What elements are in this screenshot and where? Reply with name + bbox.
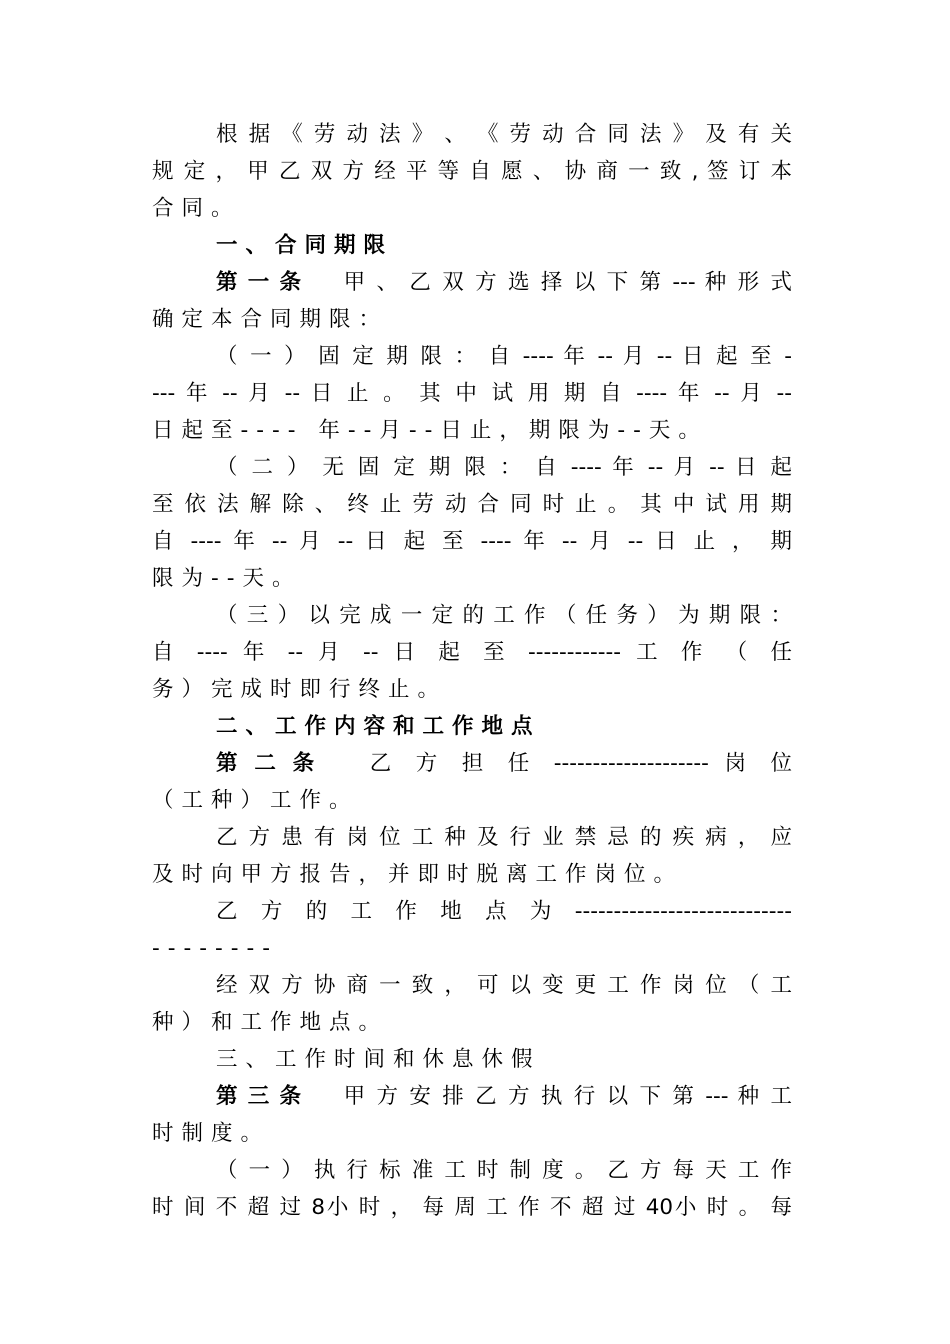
text-line (152, 560, 792, 597)
line-text: 一、合同期限 (216, 233, 394, 258)
text-line (152, 523, 792, 560)
text-line (152, 819, 792, 856)
line-text: 日起至---- 年--月--日止，期限为--天。 (152, 418, 708, 443)
text-line (152, 375, 792, 412)
line-text: --- 年 -- 月 -- 日 止 。 其 中 试 用 期 自 ---- 年 -- 月 -- (152, 381, 792, 406)
text-line (152, 1189, 792, 1226)
line-text: 乙 方 患 有 岗 位 工 种 及 行 业 禁 忌 的 疾 病 ， 应 (216, 825, 792, 850)
text-line (152, 264, 792, 301)
text-line (152, 301, 792, 338)
text-line (152, 634, 792, 671)
text-line (152, 708, 792, 745)
text-line (152, 190, 792, 227)
line-text: 时 间 不 超 过 8小 时 ， 每 周 工 作 不 超 过 40小 时 。 每 (152, 1195, 792, 1220)
line-text: （ 一 ） 固 定 期 限 ： 自 ---- 年 -- 月 -- 日 起 至 - (216, 344, 792, 369)
text-line (152, 782, 792, 819)
line-text: 自 ---- 年 -- 月 -- 日 起 至 ---- 年 -- 月 -- 日 止 ， 期 (152, 529, 792, 554)
text-line (152, 1004, 792, 1041)
line-text: 甲 、 乙 双 方 选 择 以 下 第 --- 种 形 式 (341, 270, 792, 295)
line-text: 及时向甲方报告，并即时脱离工作岗位。 (152, 862, 684, 887)
text-line (152, 597, 792, 634)
text-line (152, 967, 792, 1004)
text-line (152, 930, 792, 967)
line-text: （工种）工作。 (152, 788, 359, 813)
text-line (152, 1115, 792, 1152)
text-line (152, 856, 792, 893)
line-text: （ 三 ） 以 完 成 一 定 的 工 作 （ 任 务 ） 为 期 限 ： (216, 603, 792, 628)
text-line (152, 153, 792, 190)
text-line (152, 227, 792, 264)
text-line (152, 1041, 792, 1078)
line-text: 至 依 法 解 除 、 终 止 劳 动 合 同 时 止 。 其 中 试 用 期 (152, 492, 792, 517)
line-text: （ 二 ） 无 固 定 期 限 ： 自 ---- 年 -- 月 -- 日 起 (216, 455, 792, 480)
line-text: 确定本合同期限： (152, 307, 389, 332)
line-text: 限为--天。 (152, 566, 302, 591)
line-text: （ 一 ） 执 行 标 准 工 时 制 度 。 乙 方 每 天 工 作 (216, 1158, 792, 1183)
text-line (152, 116, 792, 153)
text-line (152, 412, 792, 449)
text-line (152, 745, 792, 782)
line-text: -------- (152, 936, 279, 961)
line-text: 规 定 ， 甲 乙 双 方 经 平 等 自 愿 、 协 商 一 致 , 签 订 本 (152, 159, 792, 184)
contract-body (152, 116, 792, 1226)
line-text: 乙 方 的 工 作 地 点 为 ---------------------------- (216, 899, 792, 924)
line-text: 种）和工作地点。 (152, 1010, 389, 1035)
line-text: 务）完成时即行终止。 (152, 677, 448, 702)
text-line (152, 486, 792, 523)
text-line (152, 338, 792, 375)
line-text: 合同。 (152, 196, 241, 221)
line-text: 时制度。 (152, 1121, 271, 1146)
line-text: 二、工作内容和工作地点 (216, 714, 541, 739)
article-number: 第一条 (216, 270, 312, 295)
line-text: 自 ---- 年 -- 月 -- 日 起 至 ------------ 工 作 （ 任 (152, 640, 792, 665)
line-text: 乙 方 担 任 -------------------- 岗 位 (360, 751, 792, 776)
line-text: 根 据 《 劳 动 法 》 、 《 劳 动 合 同 法 》 及 有 关 (216, 122, 792, 147)
text-line (152, 449, 792, 486)
text-line (152, 1152, 792, 1189)
line-text: 三、工作时间和休息休假 (216, 1047, 541, 1072)
text-line (152, 1078, 792, 1115)
article-number: 第二条 (216, 751, 331, 776)
article-number: 第三条 (216, 1084, 312, 1109)
text-line (152, 893, 792, 930)
line-text: 甲 方 安 排 乙 方 执 行 以 下 第 --- 种 工 (341, 1084, 792, 1109)
line-text: 经 双 方 协 商 一 致 ， 可 以 变 更 工 作 岗 位 （ 工 (216, 973, 792, 998)
text-line (152, 671, 792, 708)
